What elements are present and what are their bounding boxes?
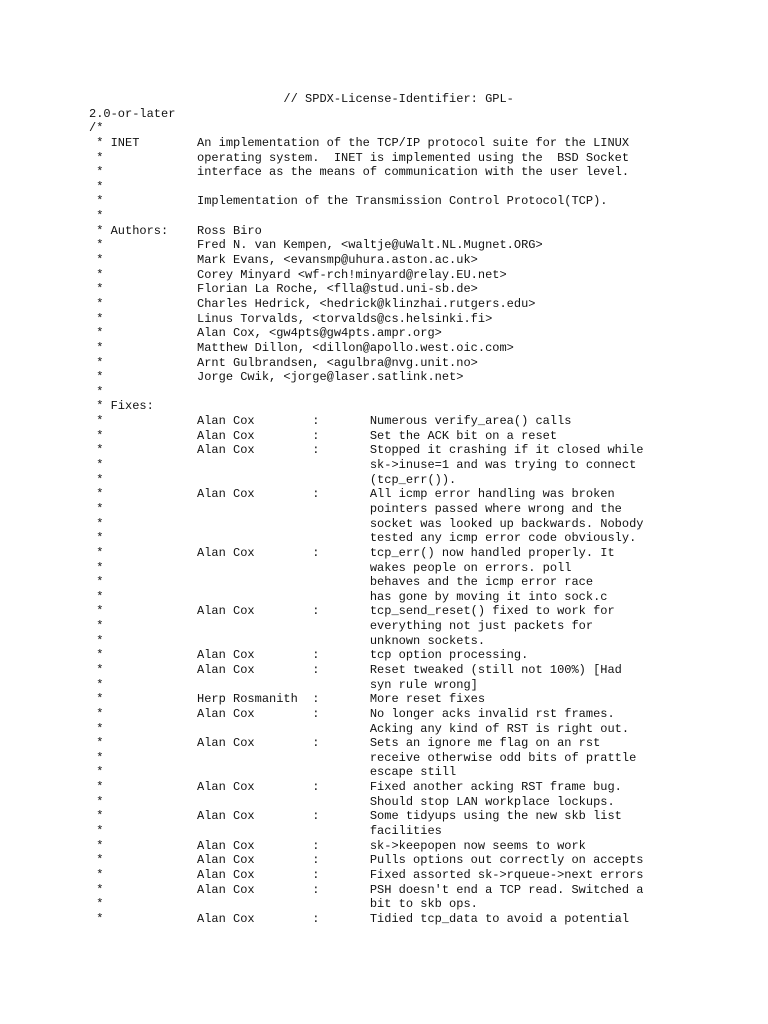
code-line: * bbox=[89, 209, 104, 224]
code-line: * Alan Cox : Pulls options out correctly on accepts bbox=[89, 853, 644, 868]
code-line: * escape still bbox=[89, 765, 457, 780]
code-line: * Alan Cox : tcp_send_reset() fixed to work for bbox=[89, 604, 615, 619]
code-line: * Alan Cox : Set the ACK bit on a reset bbox=[89, 428, 558, 443]
code-line: * socket was looked up backwards. Nobody bbox=[89, 516, 644, 531]
code-line: * Fred N. van Kempen, <waltje@uWalt.NL.Mugnet.ORG> bbox=[89, 238, 543, 253]
code-line: * Jorge Cwik, <jorge@laser.satlink.net> bbox=[89, 370, 464, 385]
code-line: * Alan Cox : All icmp error handling was broken bbox=[89, 487, 615, 502]
code-line: * receive otherwise odd bits of prattle bbox=[89, 750, 637, 765]
code-line: * Alan Cox : Some tidyups using the new skb list bbox=[89, 809, 622, 824]
code-line: * Herp Rosmanith : More reset fixes bbox=[89, 692, 486, 707]
code-line: * Alan Cox : Fixed another acking RST frame bug. bbox=[89, 780, 622, 795]
code-line: * behaves and the icmp error race bbox=[89, 575, 594, 590]
source-code-text bbox=[89, 92, 644, 927]
code-line: * tested any icmp error code obviously. bbox=[89, 531, 637, 546]
code-line: * Alan Cox : tcp_err() now handled properly. It bbox=[89, 545, 615, 560]
code-line: * Alan Cox : No longer acks invalid rst frames. bbox=[89, 706, 615, 721]
code-line: * Florian La Roche, <flla@stud.uni-sb.de> bbox=[89, 282, 478, 297]
code-line: * Alan Cox : Fixed assorted sk->rqueue->next errors bbox=[89, 867, 644, 882]
code-line: * Matthew Dillon, <dillon@apollo.west.oic.com> bbox=[89, 340, 514, 355]
code-line: * interface as the means of communication with the user level. bbox=[89, 165, 630, 180]
code-line: * Alan Cox : Sets an ignore me flag on an rst bbox=[89, 736, 601, 751]
code-line: * Corey Minyard <wf-rch!minyard@relay.EU.net> bbox=[89, 267, 507, 282]
code-line: 2.0-or-later bbox=[89, 106, 176, 121]
code-line: * Alan Cox : Tidied tcp_data to avoid a potential bbox=[89, 911, 630, 926]
code-line: * facilities bbox=[89, 824, 442, 839]
code-line: * operating system. INET is implemented using the BSD Socket bbox=[89, 150, 630, 165]
code-line: // SPDX-License-Identifier: GPL- bbox=[89, 92, 514, 106]
code-line: * bit to skb ops. bbox=[89, 897, 478, 912]
code-line: /* bbox=[89, 121, 104, 136]
code-line: * Alan Cox : tcp option processing. bbox=[89, 648, 529, 663]
code-line: * unknown sockets. bbox=[89, 633, 486, 648]
code-line: * wakes people on errors. poll bbox=[89, 560, 572, 575]
code-line: * Alan Cox : sk->keepopen now seems to work bbox=[89, 838, 586, 853]
code-line: * bbox=[89, 384, 104, 399]
code-line: * has gone by moving it into sock.c bbox=[89, 589, 608, 604]
code-line: * Acking any kind of RST is right out. bbox=[89, 721, 630, 736]
code-line: * Arnt Gulbrandsen, <agulbra@nvg.unit.no> bbox=[89, 355, 478, 370]
code-line: * Alan Cox : Reset tweaked (still not 100%) [Had bbox=[89, 662, 622, 677]
code-line: * Alan Cox : PSH doesn't end a TCP read. Switched a bbox=[89, 882, 644, 897]
code-line: * sk->inuse=1 and was trying to connect bbox=[89, 458, 637, 473]
code-line: * Alan Cox : Stopped it crashing if it closed while bbox=[89, 443, 644, 458]
code-line: * Should stop LAN workplace lockups. bbox=[89, 794, 615, 809]
code-line: * Authors: Ross Biro bbox=[89, 223, 262, 238]
code-line: * everything not just packets for bbox=[89, 619, 594, 634]
code-line: * Alan Cox, <gw4pts@gw4pts.ampr.org> bbox=[89, 326, 442, 341]
code-line: * Fixes: bbox=[89, 399, 154, 414]
code-line: * pointers passed where wrong and the bbox=[89, 501, 622, 516]
code-line: * INET An implementation of the TCP/IP protocol suite for the LINUX bbox=[89, 135, 630, 150]
code-line: * Linus Torvalds, <torvalds@cs.helsinki.fi> bbox=[89, 311, 493, 326]
code-line: * Mark Evans, <evansmp@uhura.aston.ac.uk> bbox=[89, 253, 478, 268]
code-line: * Alan Cox : Numerous verify_area() calls bbox=[89, 414, 572, 429]
code-line: * Charles Hedrick, <hedrick@klinzhai.rutgers.edu> bbox=[89, 296, 536, 311]
code-line: * bbox=[89, 179, 104, 194]
code-line: * (tcp_err()). bbox=[89, 472, 457, 487]
code-line: * Implementation of the Transmission Control Protocol(TCP). bbox=[89, 194, 608, 209]
code-line: * syn rule wrong] bbox=[89, 677, 478, 692]
